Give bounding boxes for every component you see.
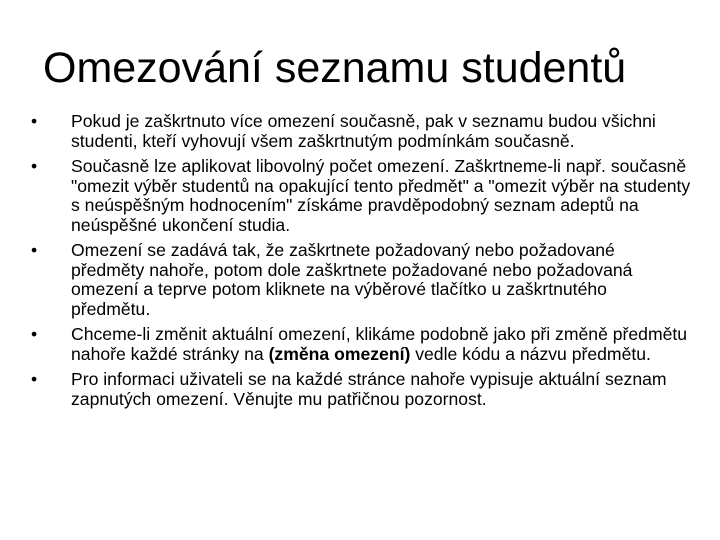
bullet-text: Pro informaci uživateli se na každé stránce nahoře vypisuje aktuální seznam zapnutých omezení. Věnujte mu patřičnou pozornost.: [71, 369, 667, 409]
bullet-text: Současně lze aplikovat libovolný počet omezení. Zaškrtneme-li např. současně "omezit výběr studentů na opakující tento předmět" a "omezit výběr na studenty s neúspěšným hodnocením" získáme pravděpodobný seznam adeptů na neúspěšné ukončení studia.: [71, 156, 691, 235]
bullet-list: [31, 112, 691, 415]
bullet-icon: •: [31, 111, 38, 131]
change-restriction-label: (změna omezení): [268, 343, 411, 364]
slide-title: Omezování seznamu studentů: [43, 44, 627, 92]
bullet-icon: •: [31, 240, 38, 260]
bullet-item: [31, 241, 691, 319]
bullet-icon: •: [31, 324, 38, 344]
bullet-item: [31, 157, 691, 235]
bullet-item: [31, 325, 691, 364]
bullet-item: [31, 370, 691, 409]
bullet-text-part: Chceme-li změnit aktuální omezení, klikáme podobně jako při změně předmětu nahoře každé stránky na: [71, 324, 688, 364]
bullet-icon: •: [31, 156, 38, 176]
bullet-text: Pokud je zaškrtnuto více omezení současně, pak v seznamu budou všichni studenti, kteří vyhovují všem zaškrtnutým podmínkám současně.: [71, 111, 656, 151]
bullet-text: [71, 325, 691, 364]
bullet-item: [31, 112, 691, 151]
bullet-text-part: vedle kódu a názvu předmětu.: [410, 343, 651, 364]
bullet-icon: •: [31, 369, 38, 389]
bullet-text: Omezení se zadává tak, že zaškrtnete požadovaný nebo požadované předměty nahoře, potom dole zaškrtnete požadované nebo požadovaná omezení a teprve potom kliknete na výběrové tlačítko u zaškrtnutého předmětu.: [71, 240, 633, 319]
